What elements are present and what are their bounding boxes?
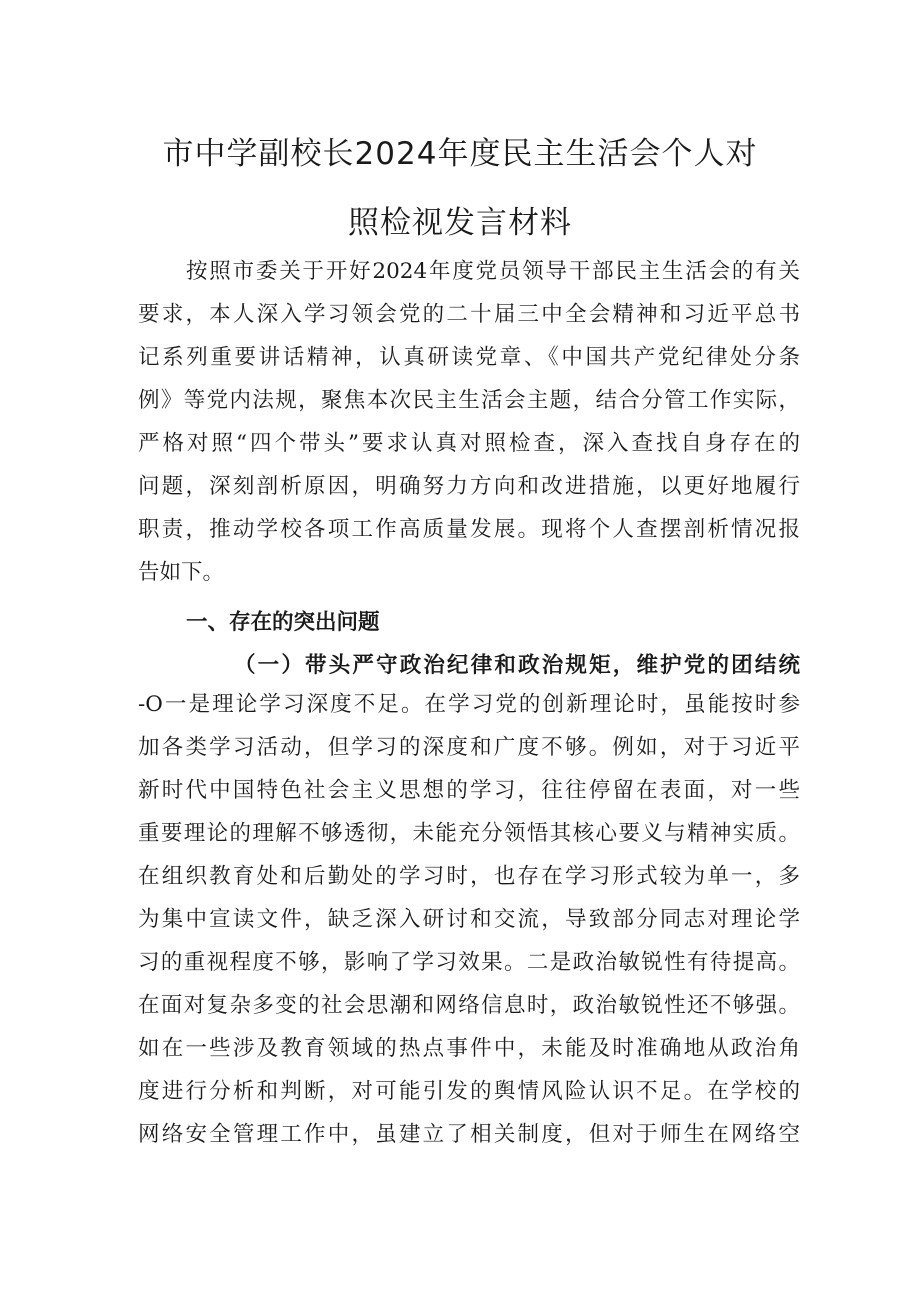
- section-heading: 一、存在的突出问题: [186, 610, 380, 635]
- subsection-heading: （一）带头严守政治纪律和政治规矩，维护党的团结统: [234, 653, 800, 678]
- body-paragraph-line: 新时代中国特色社会主义思想的学习，往往停留在表面，对一些: [138, 778, 800, 803]
- document-title-line-1: 市中学副校长2024年度民主生活会个人对: [162, 136, 758, 172]
- body-paragraph-line: 为集中宣读文件，缺乏深入研讨和交流，导致部分同志对理论学: [138, 907, 800, 932]
- intro-paragraph-line: 严格对照“四个带头”要求认真对照检查，深入查找自身存在的: [138, 431, 800, 456]
- intro-paragraph-line: 例》等党内法规，聚焦本次民主生活会主题，结合分管工作实际，: [138, 388, 800, 413]
- intro-paragraph-line: 职责，推动学校各项工作高质量发展。现将个人查摆剖析情况报: [138, 517, 800, 542]
- intro-paragraph-line: 按照市委关于开好2024年度党员领导干部民主生活会的有关: [186, 259, 800, 284]
- intro-paragraph-line: 问题，深刻剖析原因，明确努力方向和改进措施，以更好地履行: [138, 474, 800, 499]
- document-title-line-2: 照检视发言材料: [348, 205, 572, 241]
- body-paragraph-line: 在组织教育处和后勤处的学习时，也存在学习形式较为单一，多: [138, 864, 800, 889]
- body-paragraph-line: -O一是理论学习深度不足。在学习党的创新理论时，虽能按时参: [138, 692, 800, 717]
- body-paragraph-line: 如在一些涉及教育领域的热点事件中，未能及时准确地从政治角: [138, 1036, 800, 1061]
- intro-paragraph-line: 告如下。: [138, 560, 225, 585]
- body-paragraph-line: 重要理论的理解不够透彻，未能充分领悟其核心要义与精神实质。: [138, 821, 800, 846]
- intro-paragraph-line: 记系列重要讲话精神，认真研读党章、《中国共产党纪律处分条: [138, 345, 800, 370]
- body-paragraph-line: 度进行分析和判断，对可能引发的舆情风险认识不足。在学校的: [138, 1079, 800, 1104]
- body-paragraph-line: 在面对复杂多变的社会思潮和网络信息时，政治敏锐性还不够强。: [138, 993, 800, 1018]
- body-paragraph-line: 习的重视程度不够，影响了学习效果。二是政治敏锐性有待提高。: [138, 950, 800, 975]
- body-paragraph-line: 网络安全管理工作中，虽建立了相关制度，但对于师生在网络空: [138, 1122, 800, 1147]
- body-paragraph-line: 加各类学习活动，但学习的深度和广度不够。例如，对于习近平: [138, 735, 800, 760]
- intro-paragraph-line: 要求，本人深入学习领会党的二十届三中全会精神和习近平总书: [138, 302, 800, 327]
